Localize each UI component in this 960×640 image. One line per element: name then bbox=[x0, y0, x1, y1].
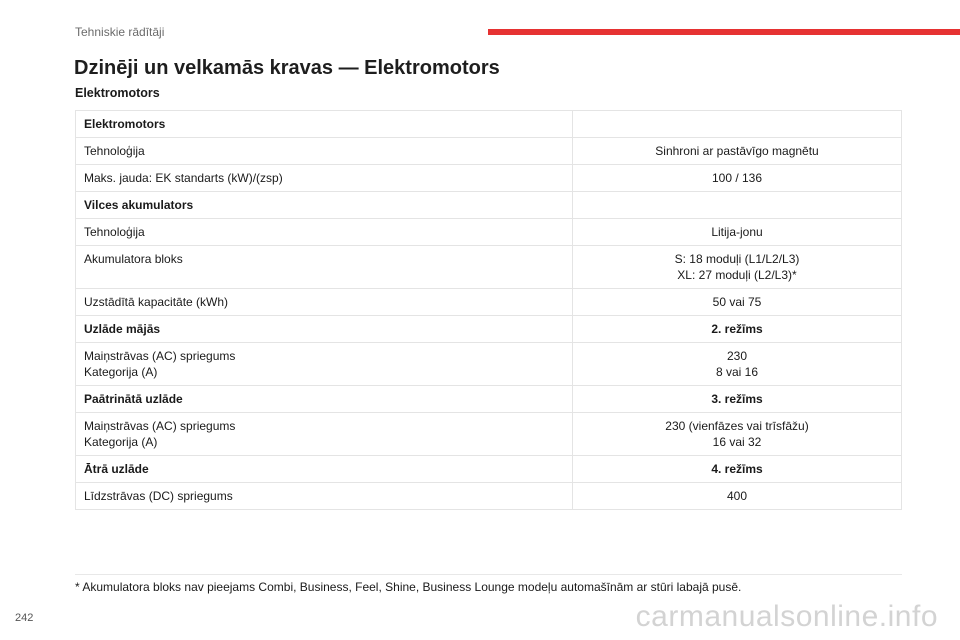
table-cell-value: Sinhroni ar pastāvīgo magnētu bbox=[573, 138, 902, 165]
table-cell-label: Ātrā uzlāde bbox=[76, 456, 573, 483]
page-title: Dzinēji un velkamās kravas — Elektromotors bbox=[74, 57, 500, 79]
header-section-label: Tehniskie rādītāji bbox=[75, 25, 165, 39]
table-cell-label: Uzstādītā kapacitāte (kWh) bbox=[76, 289, 573, 316]
table-cell-label: Tehnoloģija bbox=[76, 138, 573, 165]
table-row bbox=[76, 165, 902, 192]
table-group-row bbox=[76, 386, 902, 413]
table-cell-value: 100 / 136 bbox=[573, 165, 902, 192]
watermark-logo: carmanualsonline.info bbox=[635, 600, 938, 633]
table-cell-value: 3. režīms bbox=[573, 386, 902, 413]
table-row bbox=[76, 219, 902, 246]
table-group-row bbox=[76, 316, 902, 343]
table-group-row bbox=[76, 111, 902, 138]
table-group-row bbox=[76, 456, 902, 483]
header-accent-bar bbox=[488, 29, 960, 35]
table-row bbox=[76, 343, 902, 386]
table-cell-value: 400 bbox=[573, 483, 902, 510]
table-cell-label: Uzlāde mājās bbox=[76, 316, 573, 343]
footnote-divider bbox=[75, 574, 902, 575]
footnote: * Akumulatora bloks nav pieejams Combi, Business, Feel, Shine, Business Lounge modeļu automašīnām ar stūri labajā pusē. bbox=[75, 580, 742, 594]
table-row bbox=[76, 138, 902, 165]
table-cell-value: 230 (vienfāzes vai trīsfāžu) 16 vai 32 bbox=[573, 413, 902, 456]
table-cell-value: 2. režīms bbox=[573, 316, 902, 343]
table-cell-value: 230 8 vai 16 bbox=[573, 343, 902, 386]
table-cell-label: Maks. jauda: EK standarts (kW)/(zsp) bbox=[76, 165, 573, 192]
section-subtitle: Elektromotors bbox=[75, 86, 160, 100]
table-cell-label: Līdzstrāvas (DC) spriegums bbox=[76, 483, 573, 510]
table-cell-label: Elektromotors bbox=[76, 111, 573, 138]
table-cell-value: S: 18 moduļi (L1/L2/L3) XL: 27 moduļi (L2/L3)* bbox=[573, 246, 902, 289]
table-cell-value: 4. režīms bbox=[573, 456, 902, 483]
table-cell-value: 50 vai 75 bbox=[573, 289, 902, 316]
spec-table bbox=[75, 110, 902, 510]
table-row bbox=[76, 246, 902, 289]
table-cell-label: Maiņstrāvas (AC) spriegums Kategorija (A) bbox=[76, 413, 573, 456]
table-cell-label: Paātrinātā uzlāde bbox=[76, 386, 573, 413]
table-cell-label: Akumulatora bloks bbox=[76, 246, 573, 289]
table-cell-value bbox=[573, 111, 902, 138]
page-number: 242 bbox=[15, 612, 34, 624]
table-row bbox=[76, 413, 902, 456]
table-row bbox=[76, 483, 902, 510]
table-cell-label: Maiņstrāvas (AC) spriegums Kategorija (A) bbox=[76, 343, 573, 386]
table-cell-value bbox=[573, 192, 902, 219]
table-cell-label: Tehnoloģija bbox=[76, 219, 573, 246]
table-row bbox=[76, 289, 902, 316]
table-group-row bbox=[76, 192, 902, 219]
table-cell-label: Vilces akumulators bbox=[76, 192, 573, 219]
spec-table-body bbox=[76, 111, 902, 510]
table-cell-value: Litija-jonu bbox=[573, 219, 902, 246]
